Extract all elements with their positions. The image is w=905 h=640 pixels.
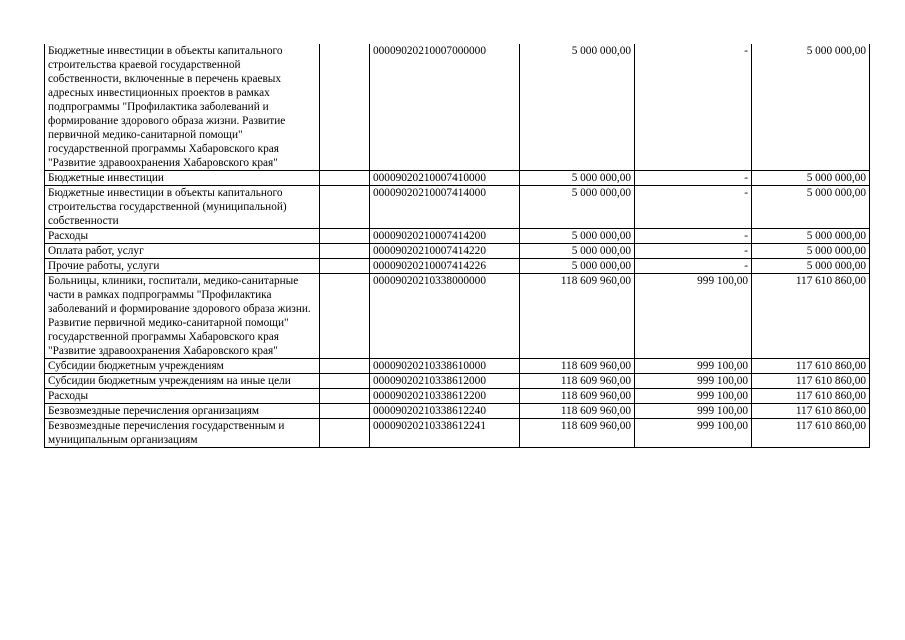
row-blank-cell [320,171,370,186]
row-name: Расходы [45,229,320,244]
row-approved: 5 000 000,00 [520,186,635,229]
row-blank-cell [320,229,370,244]
row-blank-cell [320,404,370,419]
row-executed: 999 100,00 [635,374,752,389]
row-blank-cell [320,419,370,448]
row-code: 00009020210338610000 [370,359,520,374]
row-approved: 118 609 960,00 [520,419,635,448]
row-executed: 999 100,00 [635,389,752,404]
table-row [45,374,870,389]
row-remaining: 117 610 860,00 [752,389,870,404]
table-row [45,404,870,419]
row-code: 00009020210007000000 [370,44,520,171]
row-approved: 5 000 000,00 [520,44,635,171]
row-blank-cell [320,374,370,389]
row-name: Субсидии бюджетным учреждениям на иные цели [45,374,320,389]
row-code: 00009020210007414226 [370,259,520,274]
row-name: Оплата работ, услуг [45,244,320,259]
row-blank-cell [320,389,370,404]
row-executed: - [635,44,752,171]
row-remaining: 5 000 000,00 [752,171,870,186]
row-blank-cell [320,274,370,359]
table-row [45,229,870,244]
row-approved: 118 609 960,00 [520,274,635,359]
row-approved: 5 000 000,00 [520,244,635,259]
row-code: 00009020210338612240 [370,404,520,419]
table-row [45,44,870,171]
row-name: Бюджетные инвестиции [45,171,320,186]
row-name: Безвозмездные перечисления государственным и муниципальным организациям [45,419,320,448]
row-remaining: 117 610 860,00 [752,359,870,374]
row-remaining: 117 610 860,00 [752,274,870,359]
row-remaining: 5 000 000,00 [752,259,870,274]
row-remaining: 5 000 000,00 [752,186,870,229]
table-row [45,419,870,448]
row-executed: 999 100,00 [635,404,752,419]
row-remaining: 5 000 000,00 [752,244,870,259]
table-row [45,171,870,186]
row-executed: 999 100,00 [635,359,752,374]
row-remaining: 5 000 000,00 [752,44,870,171]
row-code: 00009020210338612000 [370,374,520,389]
row-remaining: 117 610 860,00 [752,419,870,448]
row-executed: 999 100,00 [635,419,752,448]
row-executed: 999 100,00 [635,274,752,359]
row-remaining: 117 610 860,00 [752,374,870,389]
row-approved: 118 609 960,00 [520,404,635,419]
row-blank-cell [320,44,370,171]
row-approved: 118 609 960,00 [520,389,635,404]
table-row [45,359,870,374]
row-executed: - [635,186,752,229]
budget-execution-table [44,44,870,448]
row-remaining: 5 000 000,00 [752,229,870,244]
row-name: Бюджетные инвестиции в объекты капитального строительства краевой государственной собственности, включенные в перечень краевых адресных инвестиционных проектов в рамках подпрограммы "Профилактика заболеваний и формирование здорового образа жизни. Развитие первичной медико-санитарной помощи" государственной программы Хабаровского края "Развитие здравоохранения Хабаровского края" [45,44,320,171]
row-code: 00009020210338612241 [370,419,520,448]
row-name: Безвозмездные перечисления организациям [45,404,320,419]
table-row [45,244,870,259]
row-executed: - [635,171,752,186]
row-name: Бюджетные инвестиции в объекты капитального строительства государственной (муниципальной) собственности [45,186,320,229]
row-name: Расходы [45,389,320,404]
row-approved: 118 609 960,00 [520,374,635,389]
row-approved: 5 000 000,00 [520,171,635,186]
table-row [45,259,870,274]
row-code: 00009020210007414220 [370,244,520,259]
row-blank-cell [320,359,370,374]
row-blank-cell [320,186,370,229]
row-code: 00009020210007414000 [370,186,520,229]
row-executed: - [635,229,752,244]
row-name: Больницы, клиники, госпитали, медико-санитарные части в рамках подпрограммы "Профилактика заболеваний и формирование здорового образа жизни. Развитие первичной медико-санитарной помощи" государственной программы Хабаровского края "Развитие здравоохранения Хабаровского края" [45,274,320,359]
row-code: 00009020210338612200 [370,389,520,404]
row-approved: 118 609 960,00 [520,359,635,374]
table-row [45,186,870,229]
table-row [45,274,870,359]
row-approved: 5 000 000,00 [520,259,635,274]
row-name: Субсидии бюджетным учреждениям [45,359,320,374]
row-code: 00009020210338000000 [370,274,520,359]
row-blank-cell [320,259,370,274]
row-blank-cell [320,244,370,259]
row-remaining: 117 610 860,00 [752,404,870,419]
row-executed: - [635,244,752,259]
row-code: 00009020210007410000 [370,171,520,186]
row-approved: 5 000 000,00 [520,229,635,244]
row-executed: - [635,259,752,274]
row-code: 00009020210007414200 [370,229,520,244]
table-row [45,389,870,404]
row-name: Прочие работы, услуги [45,259,320,274]
